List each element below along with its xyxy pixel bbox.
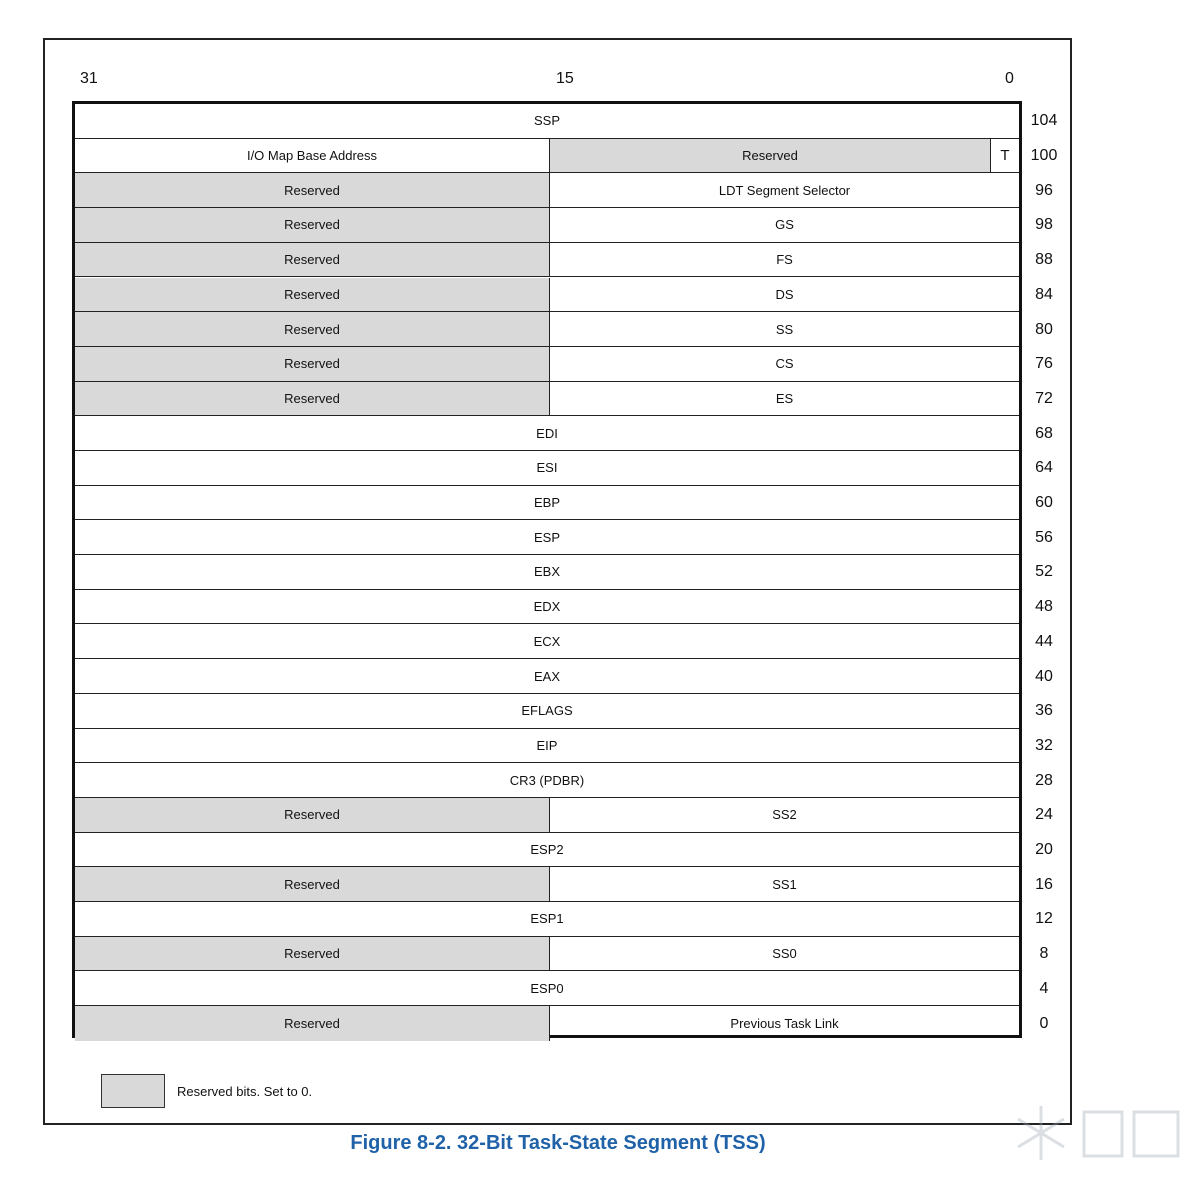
register-field: SS1 bbox=[772, 876, 797, 892]
tss-row bbox=[75, 763, 1019, 798]
byte-offset-label: 24 bbox=[1035, 806, 1053, 824]
byte-offset-label: 64 bbox=[1035, 459, 1053, 477]
bit-label-15: 15 bbox=[556, 70, 574, 87]
tss-row bbox=[75, 104, 1019, 139]
tss-row bbox=[75, 1006, 1019, 1041]
register-field: GS bbox=[775, 217, 794, 233]
register-field: SSP bbox=[533, 113, 560, 129]
byte-offset-label: 88 bbox=[1035, 251, 1053, 269]
register-field: EBX bbox=[533, 564, 560, 580]
register-field: EAX bbox=[533, 668, 560, 684]
tss-row bbox=[75, 902, 1019, 937]
legend-reserved-swatch bbox=[101, 1074, 165, 1108]
tss-row bbox=[75, 867, 1019, 902]
tss-row bbox=[75, 937, 1019, 972]
reserved-field: Reserved bbox=[75, 382, 550, 416]
byte-offset-label: 100 bbox=[1030, 147, 1058, 165]
bit-label-0: 0 bbox=[1005, 70, 1014, 87]
tss-row bbox=[75, 347, 1019, 382]
register-field: EIP bbox=[536, 737, 558, 753]
reserved-field: Reserved bbox=[75, 937, 550, 971]
legend-text: Reserved bits. Set to 0. bbox=[177, 1084, 313, 1099]
figure-caption: Figure 8-2. 32-Bit Task-State Segment (TSS) bbox=[350, 1132, 766, 1154]
register-field: Previous Task Link bbox=[730, 1016, 839, 1032]
byte-offset-label: 20 bbox=[1035, 841, 1053, 859]
byte-offset-label: 16 bbox=[1035, 875, 1053, 893]
tss-row bbox=[75, 139, 1019, 174]
byte-offset-label: 44 bbox=[1035, 632, 1053, 650]
tss-row bbox=[75, 520, 1019, 555]
byte-offset-label: 98 bbox=[1035, 216, 1053, 234]
byte-offset-label: 80 bbox=[1035, 320, 1053, 338]
register-field: FS bbox=[776, 252, 793, 268]
byte-offset-label: 104 bbox=[1030, 112, 1058, 130]
byte-offset-label: 12 bbox=[1035, 910, 1053, 928]
byte-offset-label: 68 bbox=[1035, 424, 1053, 442]
tss-row bbox=[75, 312, 1019, 347]
register-field: EDX bbox=[533, 599, 561, 615]
register-field: SS2 bbox=[772, 807, 797, 823]
byte-offset-label: 48 bbox=[1035, 598, 1053, 616]
reserved-field: Reserved bbox=[75, 208, 550, 242]
tss-row bbox=[75, 659, 1019, 694]
register-field: ECX bbox=[533, 633, 561, 649]
byte-offset-label: 8 bbox=[1039, 945, 1049, 963]
register-field: EBP bbox=[533, 495, 560, 511]
byte-offset-label: 56 bbox=[1035, 528, 1053, 546]
tss-row bbox=[75, 173, 1019, 208]
byte-offset-label: 60 bbox=[1035, 494, 1053, 512]
byte-offset-label: 28 bbox=[1035, 771, 1053, 789]
register-field: DS bbox=[775, 286, 794, 302]
byte-offset-label: 84 bbox=[1035, 285, 1053, 303]
register-field: I/O Map Base Address bbox=[75, 139, 550, 173]
trap-bit-field: T bbox=[1000, 147, 1010, 165]
reserved-field: Reserved bbox=[75, 243, 550, 277]
tss-row bbox=[75, 243, 1019, 278]
tss-row bbox=[75, 729, 1019, 764]
register-field: LDT Segment Selector bbox=[718, 182, 851, 198]
byte-offset-label: 72 bbox=[1035, 389, 1053, 407]
tss-row bbox=[75, 208, 1019, 243]
register-field: CS bbox=[775, 356, 794, 372]
byte-offset-label: 52 bbox=[1035, 563, 1053, 581]
bit-label-31: 31 bbox=[80, 70, 98, 87]
reserved-field: Reserved bbox=[75, 173, 550, 207]
reserved-field: Reserved bbox=[75, 1006, 550, 1041]
byte-offset-label: 40 bbox=[1035, 667, 1053, 685]
tss-row bbox=[75, 382, 1019, 417]
tss-table bbox=[72, 101, 1022, 1038]
reserved-field: Reserved bbox=[75, 798, 550, 832]
register-field: CR3 (PDBR) bbox=[509, 772, 585, 788]
register-field: EFLAGS bbox=[521, 703, 573, 719]
byte-offset-label: 4 bbox=[1039, 979, 1049, 997]
byte-offset-label: 96 bbox=[1035, 181, 1053, 199]
tss-row bbox=[75, 694, 1019, 729]
register-field: SS0 bbox=[772, 946, 797, 962]
register-field: EDI bbox=[536, 425, 558, 441]
register-field: ESI bbox=[536, 460, 558, 476]
reserved-field: Reserved bbox=[550, 139, 991, 173]
tss-row bbox=[75, 278, 1019, 313]
tss-row bbox=[75, 833, 1019, 868]
byte-offset-label: 0 bbox=[1039, 1014, 1049, 1032]
register-field: ES bbox=[775, 390, 794, 406]
snowflake-watermark-icon bbox=[1006, 1098, 1186, 1168]
tss-row bbox=[75, 416, 1019, 451]
tss-row bbox=[75, 625, 1019, 660]
byte-offset-label: 36 bbox=[1035, 702, 1053, 720]
tss-row bbox=[75, 451, 1019, 486]
reserved-field: Reserved bbox=[75, 278, 550, 312]
byte-offset-label: 32 bbox=[1035, 736, 1053, 754]
register-field: ESP1 bbox=[530, 911, 564, 927]
tss-row bbox=[75, 798, 1019, 833]
tss-row bbox=[75, 486, 1019, 521]
reserved-field: Reserved bbox=[75, 867, 550, 901]
tss-row bbox=[75, 972, 1019, 1007]
reserved-field: Reserved bbox=[75, 312, 550, 346]
tss-row bbox=[75, 555, 1019, 590]
byte-offset-label: 76 bbox=[1035, 355, 1053, 373]
register-field: SS bbox=[775, 321, 794, 337]
register-field: ESP0 bbox=[530, 980, 564, 996]
reserved-field: Reserved bbox=[75, 347, 550, 381]
register-field: ESP2 bbox=[530, 842, 564, 858]
tss-row bbox=[75, 590, 1019, 625]
register-field: ESP bbox=[533, 529, 560, 545]
